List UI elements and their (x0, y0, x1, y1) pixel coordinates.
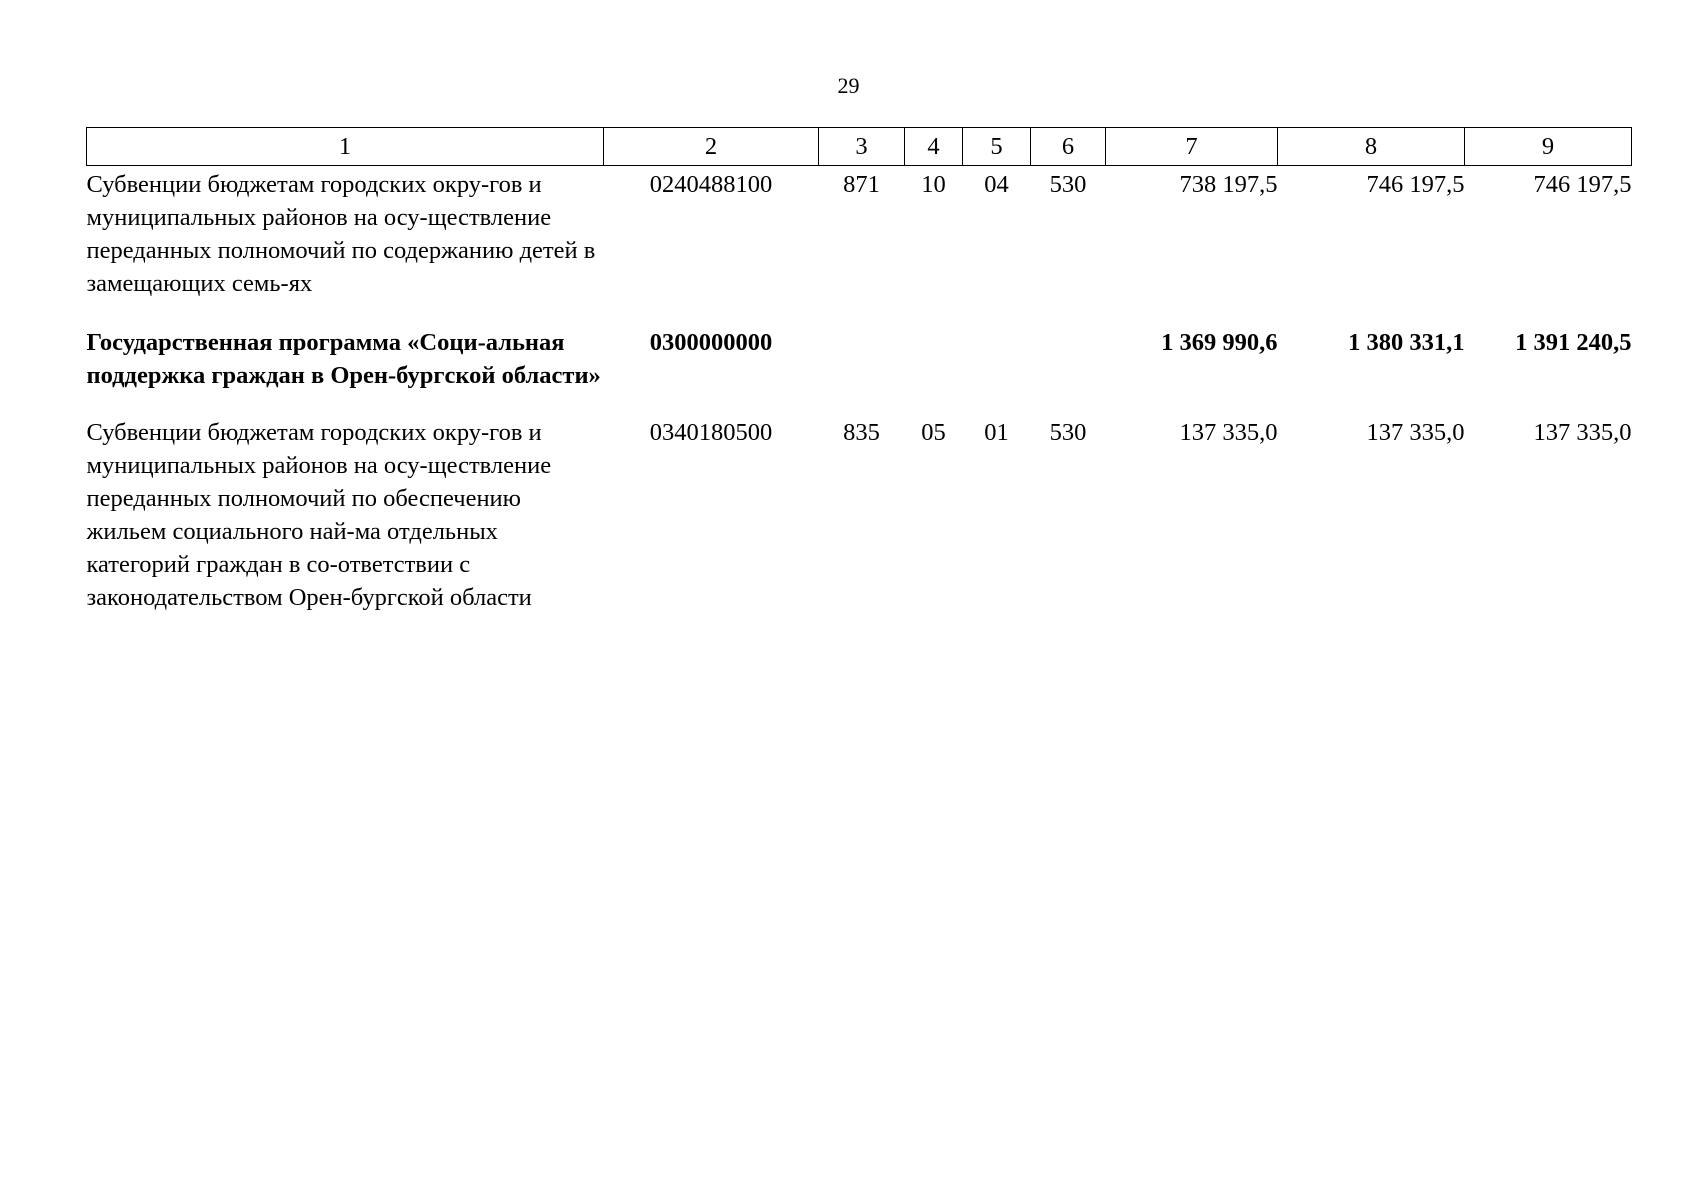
row-col-5 (963, 324, 1031, 414)
header-col-2: 2 (604, 128, 819, 166)
row-col-9: 137 335,0 (1533, 419, 1632, 446)
row-target-code: 0240488100 (649, 171, 773, 198)
header-col-4: 4 (905, 128, 963, 166)
row-col-5: 01 (984, 419, 1009, 446)
header-col-5: 5 (963, 128, 1031, 166)
table-row-program (87, 324, 1632, 414)
row-col-8: 1 380 331,1 (1348, 329, 1465, 356)
row-description: Субвенции бюджетам городских окру-гов и муниципальных районов на осу-ществление переданных полномочий по содержанию детей в замещающих семь-ях (86, 171, 596, 297)
header-col-9: 9 (1465, 128, 1632, 166)
row-col-3: 835 (843, 419, 880, 446)
row-col-4 (905, 324, 963, 414)
row-col-9: 746 197,5 (1533, 171, 1632, 198)
row-col-8: 746 197,5 (1366, 171, 1465, 198)
header-col-6: 6 (1031, 128, 1106, 166)
header-col-7: 7 (1106, 128, 1278, 166)
budget-table (86, 127, 1632, 638)
row-col-3 (819, 324, 905, 414)
header-col-3: 3 (819, 128, 905, 166)
row-col-3: 871 (843, 171, 880, 198)
table-row (87, 166, 1632, 325)
row-col-7: 1 369 990,6 (1161, 329, 1278, 356)
header-col-8: 8 (1278, 128, 1465, 166)
row-col-6: 530 (1049, 419, 1087, 446)
row-col-7: 738 197,5 (1179, 171, 1278, 198)
row-description: Государственная программа «Соци-альная поддержка граждан в Орен-бургской области» (86, 329, 601, 389)
page-number: 29 (837, 73, 860, 98)
row-col-6: 530 (1049, 171, 1087, 198)
row-col-7: 137 335,0 (1179, 419, 1278, 446)
row-col-6 (1031, 324, 1106, 414)
row-target-code: 0340180500 (649, 419, 773, 446)
header-col-1: 1 (87, 128, 604, 166)
table-header-row (87, 128, 1632, 166)
row-col-4: 10 (921, 171, 946, 198)
row-description: Субвенции бюджетам городских окру-гов и муниципальных районов на осу-ществление переданных полномочий по обеспечению жильем социального най-ма отдельных категорий граждан в со-ответствии с законодательством Орен-бургской области (86, 419, 552, 611)
row-col-8: 137 335,0 (1366, 419, 1465, 446)
table-row (87, 414, 1632, 638)
row-target-code: 0300000000 (649, 329, 773, 356)
row-col-4: 05 (921, 419, 946, 446)
row-col-9: 1 391 240,5 (1515, 329, 1632, 356)
row-col-5: 04 (984, 171, 1009, 198)
